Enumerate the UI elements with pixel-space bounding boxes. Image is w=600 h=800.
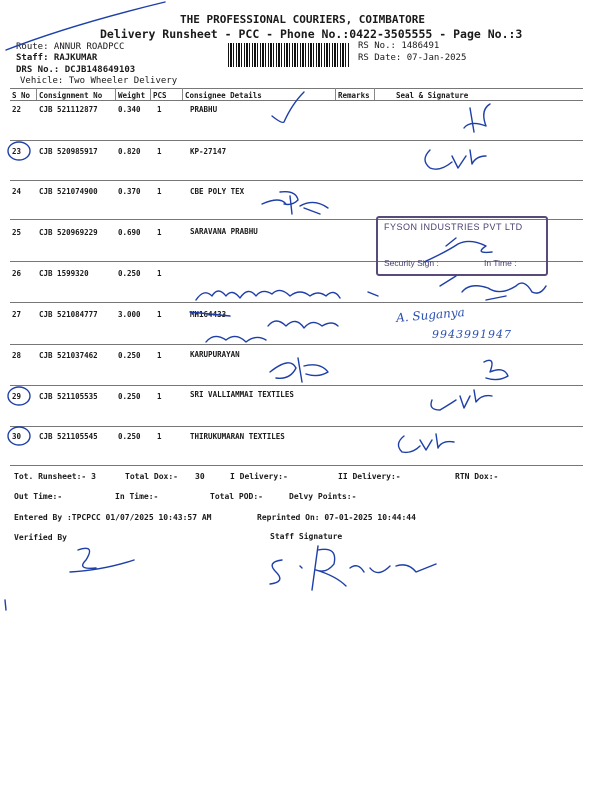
handwritten-receiver-name: A. Suganya <box>395 305 466 325</box>
row-weight: 0.250 <box>118 269 141 278</box>
row-weight: 3.000 <box>118 310 141 319</box>
row-pcs: 1 <box>157 310 162 319</box>
row-consignment-no: CJB 521105545 <box>39 432 98 441</box>
row-pcs: 1 <box>157 269 162 278</box>
signature-mark <box>464 104 490 132</box>
row-sno: 23 <box>12 147 22 156</box>
row-consignment-no: CJB 520969229 <box>39 228 98 237</box>
row-consignment-no: CJB 520985917 <box>39 147 98 156</box>
handwritten-text-mark <box>206 336 266 342</box>
entered-by: Entered By :TPCPCC 01/07/2025 10:43:57 AM <box>14 513 212 522</box>
row-sno: 29 <box>12 392 22 401</box>
row-sno: 28 <box>12 351 22 360</box>
row-pcs: 1 <box>157 392 162 401</box>
row-consignment-no: CJB 521112877 <box>39 105 98 114</box>
col-header-consignment: Consignment No <box>39 91 103 100</box>
col-header-remarks: Remarks <box>338 91 370 100</box>
total-pod: Total POD:- <box>210 492 263 501</box>
total-dox-label: Total Dox:- <box>125 472 178 481</box>
row-pcs: 1 <box>157 432 162 441</box>
row-sno: 27 <box>12 310 22 319</box>
row-consignment-no: CJB 521084777 <box>39 310 98 319</box>
row-pcs: 1 <box>157 228 162 237</box>
row-weight: 0.250 <box>118 392 141 401</box>
out-time: Out Time:- <box>14 492 63 501</box>
route-label: Route: ANNUR ROADPCC <box>16 42 125 52</box>
row-consignment-no: CJB 521037462 <box>39 351 98 360</box>
verified-by: Verified By <box>14 533 67 542</box>
staff-signature-label: Staff Signature <box>270 532 343 541</box>
col-header-pcs: PCS <box>153 91 167 100</box>
signature-mark <box>70 548 134 572</box>
row-consignee: MH164433 <box>190 310 227 319</box>
row-consignee: THIRUKUMARAN TEXTILES <box>190 432 285 441</box>
total-runsheet: Tot. Runsheet:- 3 <box>14 472 96 481</box>
vehicle-label: Vehicle: Two Wheeler Delivery <box>20 76 178 86</box>
total-dox-value: 30 <box>195 472 205 481</box>
row-pcs: 1 <box>157 351 162 360</box>
stamp-in-time: In Time : <box>484 258 517 268</box>
row-pcs: 1 <box>157 105 162 114</box>
staff-label: Staff: RAJKUMAR <box>16 53 98 63</box>
signature-mark <box>425 150 486 169</box>
i-delivery: I Delivery:- <box>230 472 288 481</box>
row-consignee: PRABHU <box>190 105 218 114</box>
row-sno: 30 <box>12 432 22 441</box>
row-consignment-no: CJB 521105535 <box>39 392 98 401</box>
row-weight: 0.250 <box>118 351 141 360</box>
document-subtitle: Delivery Runsheet - PCC - Phone No.:0422-3505555 - Page No.:3 <box>100 27 523 41</box>
stamp-company-name: FYSON INDUSTRIES PVT LTD <box>384 222 523 232</box>
barcode <box>228 43 350 67</box>
handwritten-text-mark <box>196 290 340 300</box>
row-pcs: 1 <box>157 187 162 196</box>
document-title: THE PROFESSIONAL COURIERS, COIMBATORE <box>180 13 426 26</box>
row-sno: 22 <box>12 105 22 114</box>
row-sno: 24 <box>12 187 22 196</box>
row-consignee: KP-27147 <box>190 147 227 156</box>
rs-date: RS Date: 07-Jan-2025 <box>358 53 467 63</box>
row-sno: 26 <box>12 269 22 278</box>
row-consignment-no: CJB 521074900 <box>39 187 98 196</box>
row-weight: 0.340 <box>118 105 141 114</box>
drs-number: DRS No.: DCJB148649103 <box>16 65 136 75</box>
row-consignee: KARUPURAYAN <box>190 350 240 359</box>
row-weight: 0.370 <box>118 187 141 196</box>
rs-number: RS No.: 1486491 <box>358 41 440 51</box>
tick-mark-icon <box>272 92 304 122</box>
row-consignee: SARAVANA PRABHU <box>190 227 258 236</box>
stamp-security-sign: Security Sign : <box>384 258 439 268</box>
col-header-consignee: Consignee Details <box>185 91 262 100</box>
pen-stroke-mark <box>5 600 6 610</box>
col-header-sno: S No <box>12 91 31 100</box>
ii-delivery: II Delivery:- <box>338 472 401 481</box>
rtn-dox: RTN Dox:- <box>455 472 499 481</box>
delvy-points: Delvy Points:- <box>289 492 357 501</box>
row-sno: 25 <box>12 228 22 237</box>
signature-mark <box>270 546 436 590</box>
pen-stroke-mark <box>368 292 378 296</box>
row-consignment-no: CJB 1599320 <box>39 269 89 278</box>
row-consignee: CBE POLY TEX <box>190 187 245 196</box>
pen-stroke-mark <box>440 276 456 286</box>
signature-mark <box>262 192 328 214</box>
signature-mark <box>270 358 328 382</box>
in-time: In Time:- <box>115 492 159 501</box>
signature-mark <box>462 283 546 300</box>
company-seal-stamp <box>376 216 548 276</box>
row-weight: 0.250 <box>118 432 141 441</box>
handwritten-receiver-phone: 9943991947 <box>432 328 512 341</box>
row-weight: 0.690 <box>118 228 141 237</box>
reprinted-on: Reprinted On: 07-01-2025 10:44:44 <box>257 513 416 522</box>
col-header-seal-signature: Seal & Signature <box>396 91 469 100</box>
col-header-weight: Weight <box>118 91 146 100</box>
signature-mark <box>398 434 454 452</box>
row-consignee: SRI VALLIAMMAI TEXTILES <box>190 390 294 399</box>
row-weight: 0.820 <box>118 147 141 156</box>
row-pcs: 1 <box>157 147 162 156</box>
handwritten-text-mark <box>268 321 338 328</box>
